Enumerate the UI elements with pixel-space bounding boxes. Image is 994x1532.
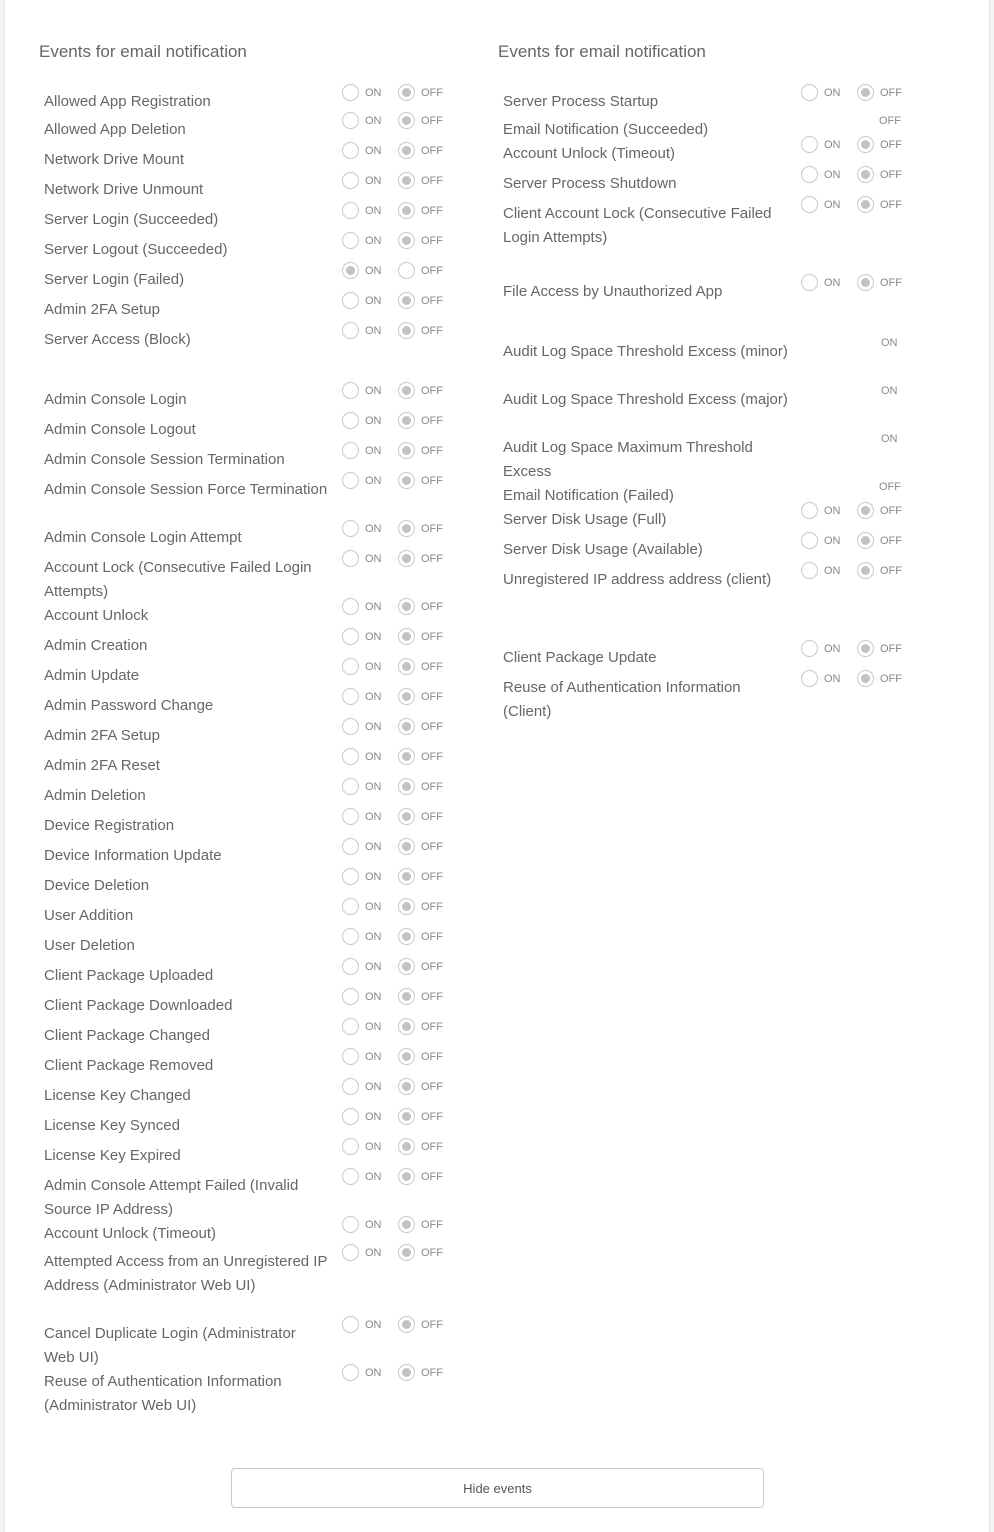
off-option-radio[interactable] bbox=[857, 196, 874, 213]
on-option-label: ON bbox=[365, 631, 382, 643]
on-option-label: ON bbox=[824, 199, 841, 211]
event-label: Client Package Downloaded bbox=[44, 997, 233, 1014]
on-option-radio[interactable] bbox=[342, 112, 359, 129]
on-option-label: ON bbox=[365, 523, 382, 535]
on-option-radio[interactable] bbox=[342, 1168, 359, 1185]
event-label: Server Logout (Succeeded) bbox=[44, 241, 228, 258]
on-option-label: ON bbox=[365, 445, 382, 457]
on-option-radio[interactable] bbox=[801, 670, 818, 687]
event-label: Admin Console Login bbox=[44, 391, 187, 408]
left-column-title: Events for email notification bbox=[39, 42, 247, 61]
off-option-label: OFF bbox=[421, 523, 443, 535]
on-option-radio[interactable] bbox=[342, 322, 359, 339]
on-option-radio[interactable] bbox=[342, 988, 359, 1005]
off-option-radio[interactable] bbox=[398, 442, 415, 459]
on-option-label: ON bbox=[365, 235, 382, 247]
on-option-radio[interactable] bbox=[801, 640, 818, 657]
on-option-radio[interactable] bbox=[342, 172, 359, 189]
on-option-radio[interactable] bbox=[801, 562, 818, 579]
on-option-radio[interactable] bbox=[801, 136, 818, 153]
on-option-radio[interactable] bbox=[342, 718, 359, 735]
off-option-radio[interactable] bbox=[398, 628, 415, 645]
event-label: Admin Update bbox=[44, 667, 140, 684]
off-option-label: OFF bbox=[421, 721, 443, 733]
on-option-radio[interactable] bbox=[342, 202, 359, 219]
off-option-radio[interactable] bbox=[398, 1018, 415, 1035]
event-label: Admin Console Session Force Termination bbox=[44, 481, 328, 498]
on-option-radio[interactable] bbox=[342, 472, 359, 489]
off-option-label: OFF bbox=[421, 445, 443, 457]
event-label: Account Lock (Consecutive Failed Login Attempts) bbox=[44, 559, 312, 600]
event-label: Admin Console Attempt Failed (Invalid Source IP Address) bbox=[44, 1177, 299, 1218]
on-option-label: ON bbox=[365, 115, 382, 127]
on-option-label: ON bbox=[365, 265, 382, 277]
on-option-label: ON bbox=[824, 139, 841, 151]
off-option-label: OFF bbox=[421, 691, 443, 703]
on-option-label: ON bbox=[365, 1081, 382, 1093]
on-option-radio[interactable] bbox=[801, 84, 818, 101]
on-option-radio[interactable] bbox=[342, 232, 359, 249]
on-option-label: ON bbox=[365, 961, 382, 973]
on-option-label: ON bbox=[365, 1111, 382, 1123]
event-label: Device Registration bbox=[44, 817, 175, 834]
on-option-label: ON bbox=[365, 145, 382, 157]
off-option-label: OFF bbox=[421, 87, 443, 99]
on-option-label: ON bbox=[365, 325, 382, 337]
off-option-label: OFF bbox=[880, 643, 902, 655]
event-label: Email Notification (Failed) bbox=[503, 487, 674, 504]
on-option-label: ON bbox=[365, 1219, 382, 1231]
event-label: Reuse of Authentication Information (Administrator Web UI) bbox=[44, 1373, 282, 1414]
off-option-radio[interactable] bbox=[398, 84, 415, 101]
fixed-status-label: OFF bbox=[879, 115, 901, 127]
on-option-label: ON bbox=[365, 1171, 382, 1183]
on-option-label: ON bbox=[365, 415, 382, 427]
event-label: Admin Deletion bbox=[44, 787, 146, 804]
on-option-radio[interactable] bbox=[342, 838, 359, 855]
off-option-radio[interactable] bbox=[398, 898, 415, 915]
off-option-label: OFF bbox=[421, 235, 443, 247]
off-option-label: OFF bbox=[421, 901, 443, 913]
off-option-label: OFF bbox=[421, 325, 443, 337]
on-option-radio[interactable] bbox=[342, 808, 359, 825]
off-option-label: OFF bbox=[880, 565, 902, 577]
on-option-label: ON bbox=[365, 751, 382, 763]
event-label: Server Access (Block) bbox=[44, 331, 191, 348]
event-label: Account Unlock (Timeout) bbox=[503, 145, 676, 162]
on-option-radio[interactable] bbox=[801, 532, 818, 549]
notification-settings-panel bbox=[4, 0, 990, 1532]
on-option-radio[interactable] bbox=[342, 598, 359, 615]
on-option-radio[interactable] bbox=[342, 142, 359, 159]
event-label: Admin 2FA Setup bbox=[44, 301, 160, 318]
on-option-label: ON bbox=[365, 841, 382, 853]
off-option-radio[interactable] bbox=[398, 988, 415, 1005]
event-label: License Key Expired bbox=[44, 1147, 181, 1164]
on-option-label: ON bbox=[365, 1051, 382, 1063]
event-label: Admin Password Change bbox=[44, 697, 214, 714]
on-option-radio[interactable] bbox=[342, 658, 359, 675]
event-label: Client Package Update bbox=[503, 649, 657, 666]
event-label: Network Drive Mount bbox=[44, 151, 185, 168]
off-option-radio[interactable] bbox=[857, 84, 874, 101]
event-label: Admin Console Logout bbox=[44, 421, 196, 438]
off-option-radio[interactable] bbox=[398, 262, 415, 279]
off-option-radio[interactable] bbox=[398, 322, 415, 339]
off-option-label: OFF bbox=[421, 265, 443, 277]
off-option-label: OFF bbox=[421, 415, 443, 427]
off-option-label: OFF bbox=[421, 475, 443, 487]
on-option-label: ON bbox=[824, 535, 841, 547]
off-option-radio[interactable] bbox=[398, 1078, 415, 1095]
on-option-label: ON bbox=[365, 1021, 382, 1033]
on-option-label: ON bbox=[365, 931, 382, 943]
off-option-label: OFF bbox=[421, 871, 443, 883]
off-option-label: OFF bbox=[421, 1171, 443, 1183]
fixed-status-label: ON bbox=[881, 337, 898, 349]
on-option-radio[interactable] bbox=[342, 382, 359, 399]
off-option-radio[interactable] bbox=[398, 838, 415, 855]
off-option-label: OFF bbox=[421, 1319, 443, 1331]
on-option-radio[interactable] bbox=[342, 1244, 359, 1261]
event-label: Server Process Shutdown bbox=[503, 175, 677, 192]
off-option-radio[interactable] bbox=[857, 640, 874, 657]
on-option-label: ON bbox=[365, 601, 382, 613]
off-option-label: OFF bbox=[421, 1247, 443, 1259]
off-option-radio[interactable] bbox=[398, 868, 415, 885]
off-option-radio[interactable] bbox=[398, 778, 415, 795]
on-option-label: ON bbox=[365, 205, 382, 217]
off-option-radio[interactable] bbox=[857, 166, 874, 183]
event-label: User Deletion bbox=[44, 937, 135, 954]
event-label: User Addition bbox=[44, 907, 134, 924]
on-option-radio[interactable] bbox=[342, 84, 359, 101]
on-option-label: ON bbox=[365, 871, 382, 883]
off-option-label: OFF bbox=[880, 199, 902, 211]
on-option-radio[interactable] bbox=[801, 166, 818, 183]
event-label: Admin Creation bbox=[44, 637, 148, 654]
on-option-label: ON bbox=[824, 643, 841, 655]
on-option-radio[interactable] bbox=[342, 412, 359, 429]
event-label: License Key Changed bbox=[44, 1087, 191, 1104]
off-option-radio[interactable] bbox=[398, 688, 415, 705]
fixed-status-label: ON bbox=[881, 433, 898, 445]
off-option-label: OFF bbox=[421, 1051, 443, 1063]
off-option-label: OFF bbox=[421, 145, 443, 157]
on-option-radio[interactable] bbox=[342, 550, 359, 567]
off-option-label: OFF bbox=[421, 931, 443, 943]
event-label: Email Notification (Succeeded) bbox=[503, 121, 709, 138]
on-option-radio[interactable] bbox=[342, 1364, 359, 1381]
event-label: Device Information Update bbox=[44, 847, 222, 864]
off-option-radio[interactable] bbox=[857, 532, 874, 549]
event-label: Admin Console Session Termination bbox=[44, 451, 285, 468]
on-option-label: ON bbox=[365, 691, 382, 703]
off-option-label: OFF bbox=[880, 87, 902, 99]
off-option-radio[interactable] bbox=[857, 562, 874, 579]
event-label: Attempted Access from an Unregistered IP Address (Administrator Web UI) bbox=[44, 1253, 328, 1294]
event-label: Audit Log Space Threshold Excess (major) bbox=[503, 391, 788, 408]
off-option-radio[interactable] bbox=[398, 1244, 415, 1261]
on-option-radio[interactable] bbox=[801, 502, 818, 519]
event-label: Unregistered IP address address (client) bbox=[503, 571, 772, 588]
off-option-radio[interactable] bbox=[398, 172, 415, 189]
off-option-label: OFF bbox=[421, 1141, 443, 1153]
on-option-radio[interactable] bbox=[342, 1078, 359, 1095]
on-option-label: ON bbox=[365, 175, 382, 187]
on-option-label: ON bbox=[365, 385, 382, 397]
off-option-radio[interactable] bbox=[398, 1364, 415, 1381]
off-option-label: OFF bbox=[421, 295, 443, 307]
on-option-radio[interactable] bbox=[342, 292, 359, 309]
off-option-label: OFF bbox=[421, 553, 443, 565]
event-label: Cancel Duplicate Login (Administrator Web UI) bbox=[44, 1325, 296, 1366]
on-option-label: ON bbox=[365, 1141, 382, 1153]
event-label: Server Login (Failed) bbox=[44, 271, 185, 288]
event-label: Network Drive Unmount bbox=[44, 181, 204, 198]
on-option-label: ON bbox=[365, 781, 382, 793]
on-option-radio[interactable] bbox=[342, 778, 359, 795]
right-column-title: Events for email notification bbox=[498, 42, 706, 61]
on-option-label: ON bbox=[824, 673, 841, 685]
off-option-radio[interactable] bbox=[398, 658, 415, 675]
off-option-radio[interactable] bbox=[398, 550, 415, 567]
off-option-radio[interactable] bbox=[857, 274, 874, 291]
off-option-label: OFF bbox=[880, 505, 902, 517]
off-option-radio[interactable] bbox=[398, 232, 415, 249]
on-option-label: ON bbox=[365, 553, 382, 565]
off-option-label: OFF bbox=[421, 991, 443, 1003]
on-option-label: ON bbox=[365, 721, 382, 733]
off-option-label: OFF bbox=[421, 385, 443, 397]
on-option-radio[interactable] bbox=[342, 520, 359, 537]
on-option-radio[interactable] bbox=[342, 442, 359, 459]
off-option-label: OFF bbox=[421, 1081, 443, 1093]
on-option-label: ON bbox=[365, 295, 382, 307]
fixed-status-label: ON bbox=[881, 385, 898, 397]
on-option-label: ON bbox=[365, 87, 382, 99]
off-option-radio[interactable] bbox=[398, 718, 415, 735]
event-label: Server Login (Succeeded) bbox=[44, 211, 219, 228]
off-option-radio[interactable] bbox=[398, 112, 415, 129]
event-label: Allowed App Deletion bbox=[44, 121, 186, 138]
event-label: Server Disk Usage (Available) bbox=[503, 541, 703, 558]
fixed-status-label: OFF bbox=[879, 481, 901, 493]
off-option-label: OFF bbox=[421, 1219, 443, 1231]
on-option-label: ON bbox=[365, 1319, 382, 1331]
on-option-radio[interactable] bbox=[342, 1108, 359, 1125]
off-option-radio[interactable] bbox=[398, 1048, 415, 1065]
off-option-radio[interactable] bbox=[398, 1216, 415, 1233]
off-option-radio[interactable] bbox=[398, 292, 415, 309]
on-option-label: ON bbox=[365, 1247, 382, 1259]
on-option-radio[interactable] bbox=[342, 688, 359, 705]
off-option-radio[interactable] bbox=[398, 808, 415, 825]
event-label: Client Package Uploaded bbox=[44, 967, 214, 984]
event-label: Audit Log Space Threshold Excess (minor) bbox=[503, 343, 788, 360]
off-option-radio[interactable] bbox=[857, 502, 874, 519]
off-option-label: OFF bbox=[421, 631, 443, 643]
on-option-label: ON bbox=[365, 991, 382, 1003]
on-option-label: ON bbox=[824, 565, 841, 577]
off-option-label: OFF bbox=[421, 961, 443, 973]
off-option-radio[interactable] bbox=[398, 472, 415, 489]
event-label: Client Account Lock (Consecutive Failed Login Attempts) bbox=[503, 205, 772, 246]
off-option-label: OFF bbox=[421, 175, 443, 187]
on-option-radio[interactable] bbox=[342, 1138, 359, 1155]
on-option-radio[interactable] bbox=[342, 1048, 359, 1065]
on-option-label: ON bbox=[824, 277, 841, 289]
off-option-label: OFF bbox=[421, 811, 443, 823]
on-option-label: ON bbox=[824, 169, 841, 181]
off-option-radio[interactable] bbox=[398, 598, 415, 615]
event-label: File Access by Unauthorized App bbox=[503, 283, 723, 300]
on-option-radio[interactable] bbox=[342, 628, 359, 645]
event-label: Client Package Changed bbox=[44, 1027, 210, 1044]
on-option-label: ON bbox=[365, 811, 382, 823]
off-option-radio[interactable] bbox=[398, 1108, 415, 1125]
off-option-radio[interactable] bbox=[398, 928, 415, 945]
on-option-radio[interactable] bbox=[342, 928, 359, 945]
event-label: Admin 2FA Setup bbox=[44, 727, 160, 744]
event-label: Server Disk Usage (Full) bbox=[503, 511, 667, 528]
event-label: Allowed App Registration bbox=[44, 93, 211, 110]
on-option-radio[interactable] bbox=[342, 748, 359, 765]
off-option-label: OFF bbox=[421, 115, 443, 127]
off-option-label: OFF bbox=[880, 277, 902, 289]
off-option-label: OFF bbox=[880, 535, 902, 547]
off-option-label: OFF bbox=[880, 673, 902, 685]
off-option-label: OFF bbox=[880, 139, 902, 151]
event-label: Client Package Removed bbox=[44, 1057, 214, 1074]
event-label: Reuse of Authentication Information (Client) bbox=[503, 679, 741, 720]
event-label: Server Process Startup bbox=[503, 93, 659, 110]
on-option-radio[interactable] bbox=[342, 262, 359, 279]
event-label: Account Unlock bbox=[44, 607, 149, 624]
event-label: Account Unlock (Timeout) bbox=[44, 1225, 217, 1242]
off-option-radio[interactable] bbox=[398, 520, 415, 537]
off-option-label: OFF bbox=[421, 601, 443, 613]
off-option-label: OFF bbox=[421, 1111, 443, 1123]
off-option-radio[interactable] bbox=[857, 136, 874, 153]
on-option-radio[interactable] bbox=[342, 868, 359, 885]
off-option-label: OFF bbox=[421, 1021, 443, 1033]
on-option-label: ON bbox=[824, 505, 841, 517]
event-label: License Key Synced bbox=[44, 1117, 180, 1134]
on-option-radio[interactable] bbox=[342, 1216, 359, 1233]
off-option-label: OFF bbox=[421, 661, 443, 673]
off-option-radio[interactable] bbox=[398, 382, 415, 399]
off-option-label: OFF bbox=[421, 1367, 443, 1379]
on-option-radio[interactable] bbox=[801, 196, 818, 213]
on-option-label: ON bbox=[365, 901, 382, 913]
event-label: Device Deletion bbox=[44, 877, 150, 894]
off-option-label: OFF bbox=[880, 169, 902, 181]
event-label: Admin 2FA Reset bbox=[44, 757, 160, 774]
off-option-radio[interactable] bbox=[398, 1168, 415, 1185]
on-option-label: ON bbox=[365, 475, 382, 487]
on-option-label: ON bbox=[365, 1367, 382, 1379]
off-option-radio[interactable] bbox=[398, 412, 415, 429]
off-option-radio[interactable] bbox=[398, 202, 415, 219]
on-option-radio[interactable] bbox=[342, 1316, 359, 1333]
off-option-radio[interactable] bbox=[398, 142, 415, 159]
off-option-radio[interactable] bbox=[398, 748, 415, 765]
off-option-label: OFF bbox=[421, 781, 443, 793]
on-option-label: ON bbox=[824, 87, 841, 99]
on-option-radio[interactable] bbox=[342, 1018, 359, 1035]
off-option-label: OFF bbox=[421, 751, 443, 763]
off-option-radio[interactable] bbox=[857, 670, 874, 687]
hide-events-button[interactable]: Hide events bbox=[231, 1468, 764, 1508]
off-option-label: OFF bbox=[421, 205, 443, 217]
off-option-radio[interactable] bbox=[398, 958, 415, 975]
event-label: Admin Console Login Attempt bbox=[44, 529, 242, 546]
on-option-radio[interactable] bbox=[342, 958, 359, 975]
off-option-radio[interactable] bbox=[398, 1316, 415, 1333]
off-option-radio[interactable] bbox=[398, 1138, 415, 1155]
on-option-radio[interactable] bbox=[342, 898, 359, 915]
on-option-radio[interactable] bbox=[801, 274, 818, 291]
on-option-label: ON bbox=[365, 661, 382, 673]
event-label: Audit Log Space Maximum Threshold Excess bbox=[503, 439, 753, 480]
off-option-label: OFF bbox=[421, 841, 443, 853]
